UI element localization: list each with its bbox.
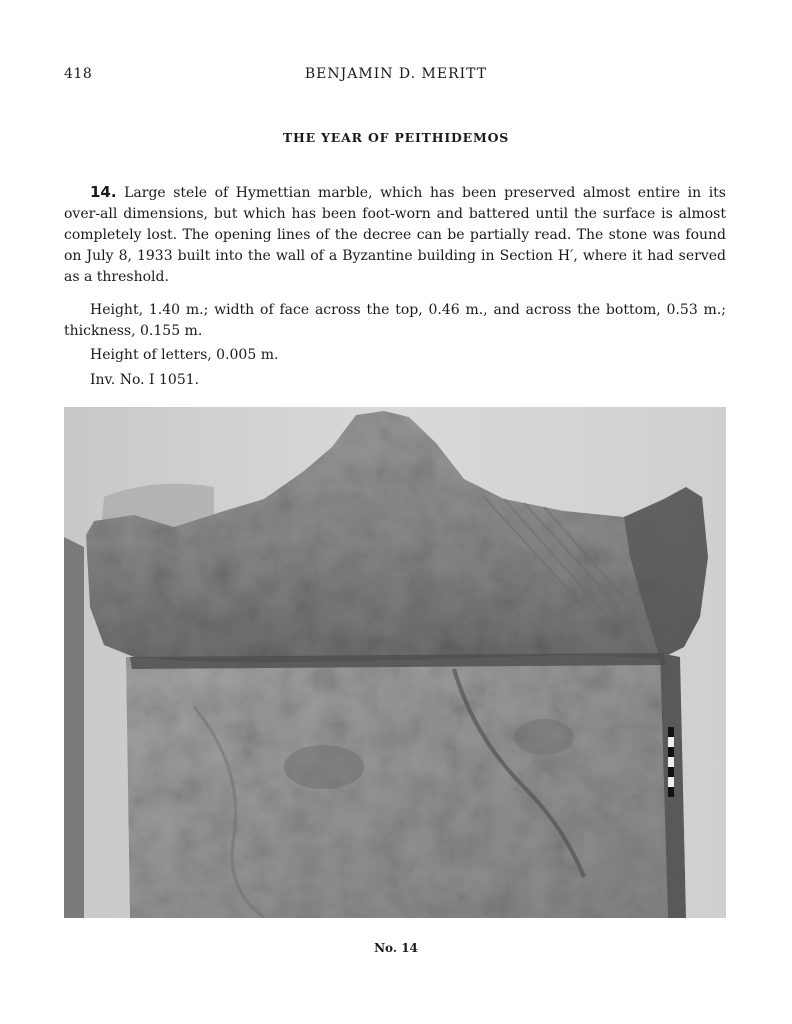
body-pit-2 bbox=[514, 719, 574, 755]
running-head: BENJAMIN D. MERITT bbox=[304, 66, 488, 82]
entry-description: Large stele of Hymettian marble, which has been preserved almost entire in its over-all dimensions, but which has been foot-worn and battered until the surface is almost completely lost. The opening lines of the decree can be partially read. The stone was found on July 8, 1933 built into the wall of a Byzantine building in Section Η′, where it had served as a threshold. bbox=[64, 185, 726, 285]
section-title: THE YEAR OF PEITHIDEMOS bbox=[282, 130, 510, 145]
body-pit bbox=[284, 745, 364, 789]
entry-description-paragraph bbox=[64, 182, 726, 288]
scale-bar bbox=[668, 727, 674, 797]
entry-inventory: Inv. No. I 1051. bbox=[90, 372, 200, 388]
page-number: 418 bbox=[64, 66, 93, 82]
stele-photograph bbox=[64, 407, 726, 918]
floor-shadow bbox=[64, 537, 84, 918]
figure-caption: No. 14 bbox=[374, 941, 418, 955]
entry-letter-height: Height of letters, 0.005 m. bbox=[90, 347, 279, 363]
entry-dimensions: Height, 1.40 m.; width of face across the top, 0.46 m., and across the bottom, 0.53 m.; thickness, 0.155 m. bbox=[64, 302, 726, 339]
stele-body bbox=[126, 653, 672, 918]
entry-number: 14. bbox=[90, 183, 117, 201]
